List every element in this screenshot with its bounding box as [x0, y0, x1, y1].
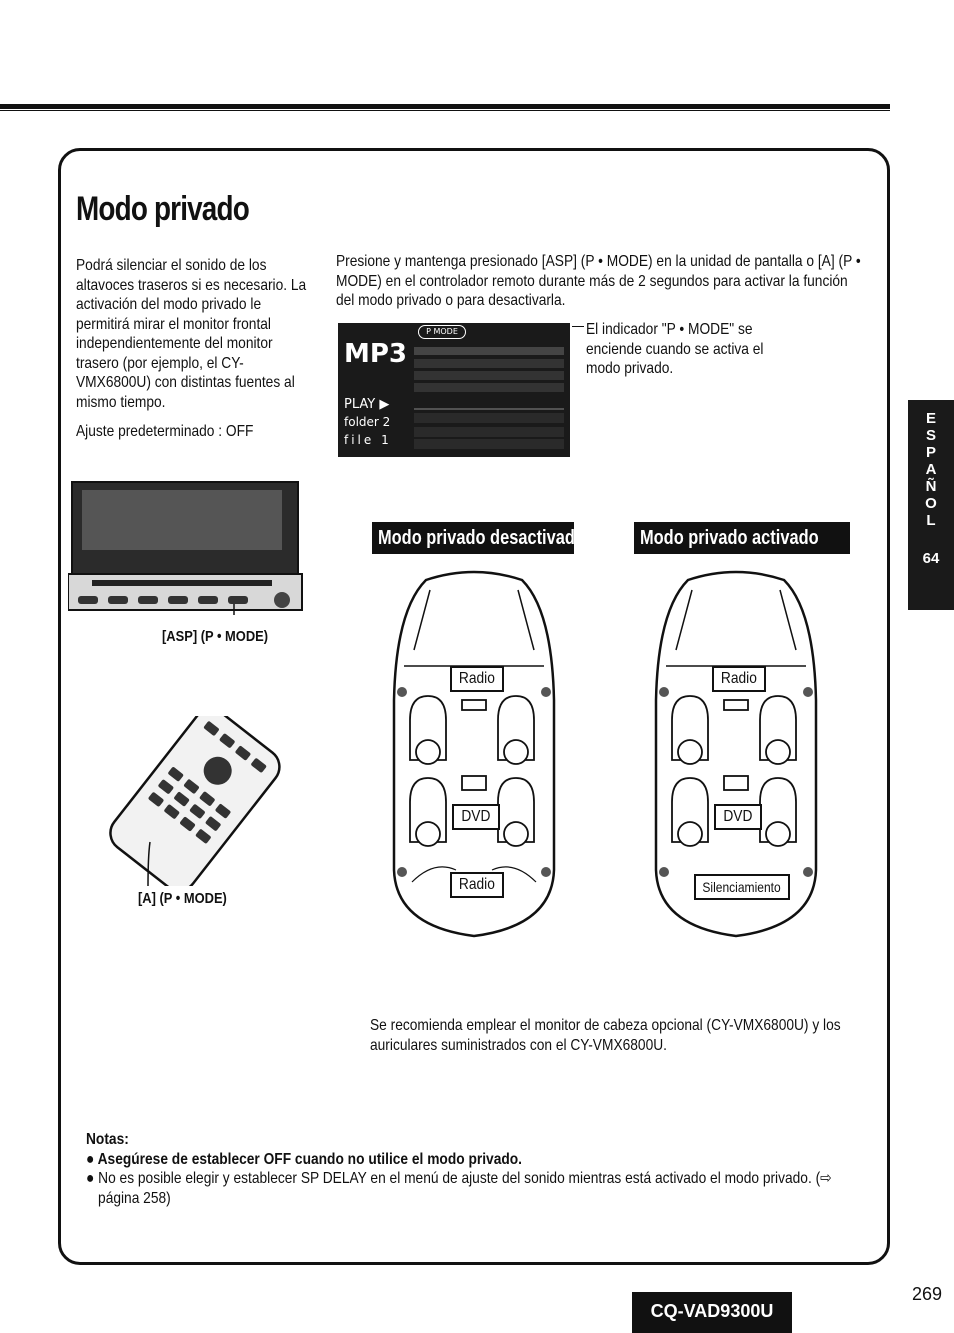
- indicator-note: El indicador "P • MODE" se enciende cuando se activa el modo privado.: [586, 321, 764, 377]
- indicator-leader-line: [572, 326, 584, 327]
- p-mode-indicator: P MODE: [418, 325, 466, 339]
- lcd-folder-label: folder 2: [344, 415, 391, 429]
- private-mode-off-title: Modo privado desactivado: [372, 522, 574, 554]
- note-item: ● No es posible elegir y establecer SP DELAY en el menú de ajuste del sonido mientras está activado el modo privado. (⇨ página 258): [86, 1170, 832, 1207]
- off-rear-source-label: Radio: [450, 872, 504, 898]
- car-diagram-off: [386, 570, 562, 942]
- lcd-display-illustration: [338, 323, 570, 457]
- lcd-track-list-graphic: [414, 343, 568, 455]
- off-middle-source-label: DVD: [452, 804, 500, 830]
- lcd-mp3-label: MP3: [344, 339, 408, 369]
- car-diagram-on: [648, 570, 824, 942]
- language-letters: [908, 410, 954, 529]
- off-front-source-label: Radio: [450, 666, 504, 692]
- model-badge: CQ-VAD9300U: [632, 1292, 792, 1333]
- lcd-play-label: PLAY ▶: [344, 397, 390, 412]
- lcd-file-label: file 1: [344, 433, 392, 447]
- language-letter: Ñ: [925, 478, 937, 495]
- on-front-source-label: Radio: [712, 666, 766, 692]
- section-number: 64: [922, 550, 940, 567]
- note-item: ● Asegúrese de establecer OFF cuando no utilice el modo privado.: [86, 1150, 522, 1168]
- on-rear-mute-label: Silenciamiento: [694, 874, 790, 900]
- notes-heading: Notas:: [86, 1131, 129, 1148]
- language-letter: P: [925, 444, 936, 461]
- default-setting: Ajuste predeterminado : OFF: [76, 423, 254, 440]
- language-letter: E: [925, 410, 936, 427]
- language-side-tab: [908, 400, 954, 610]
- remote-control-illustration: [108, 716, 288, 886]
- private-mode-on-title: Modo privado activado: [634, 522, 850, 554]
- head-unit-button-label: [ASP] (P • MODE): [162, 628, 269, 645]
- page-title: Modo privado: [76, 190, 249, 228]
- on-middle-source-label: DVD: [714, 804, 762, 830]
- language-letter: O: [925, 495, 937, 512]
- press-instruction: Presione y mantenga presionado [ASP] (P • MODE) en la unidad de pantalla o [A] (P • MODE) en el controlador remoto durante más de 2 segundos para activar la función del modo privado o para desactivarla.: [336, 253, 861, 309]
- language-letter: L: [926, 512, 936, 529]
- top-rule-thin: [0, 110, 890, 111]
- intro-paragraph: Podrá silenciar el sonido de los altavoces traseros si es necesario. La activación del modo privado le permitirá mirar el monitor frontal independientemente del monitor trasero (por ejemplo, el CY-VMX6800U) con distintas fuentes al mismo tiempo.: [76, 257, 307, 411]
- page-number: 269: [912, 1284, 943, 1304]
- head-unit-illustration: [68, 480, 308, 615]
- language-letter: A: [925, 461, 937, 478]
- top-rule: [0, 104, 890, 109]
- language-letter: S: [925, 427, 936, 444]
- recommendation-text: Se recomienda emplear el monitor de cabeza opcional (CY-VMX6800U) y los auriculares suministrados con el CY-VMX6800U.: [370, 1017, 841, 1054]
- notes-section: [86, 1130, 843, 1208]
- remote-button-label: [A] (P • MODE): [138, 890, 227, 907]
